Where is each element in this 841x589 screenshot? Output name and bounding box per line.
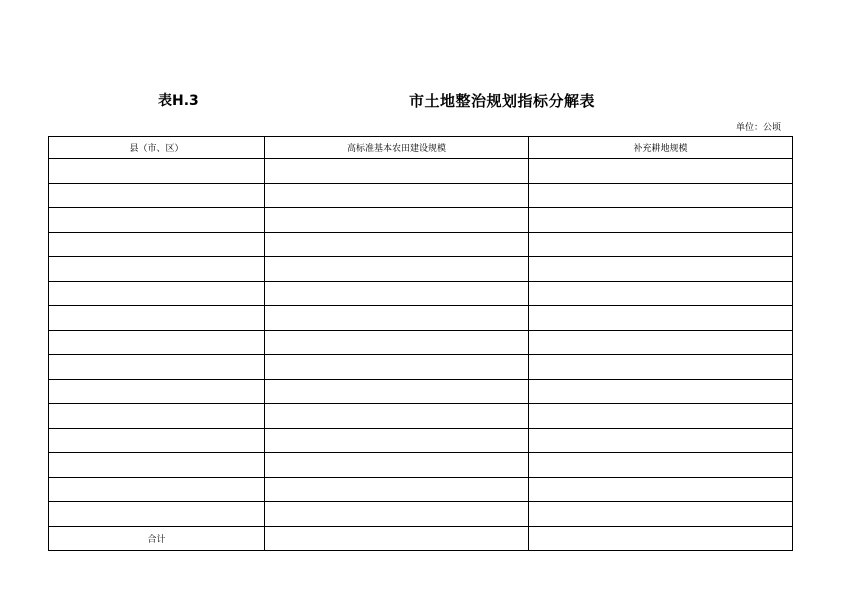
table-row bbox=[49, 477, 793, 502]
table-total-row bbox=[49, 526, 793, 551]
cell-farmland-scale bbox=[265, 379, 529, 404]
cell-county bbox=[49, 502, 265, 527]
page-title: 市土地整治规划指标分解表 bbox=[409, 92, 596, 110]
cell-farmland-scale bbox=[265, 330, 529, 355]
table-row bbox=[49, 208, 793, 233]
cell-supplement-scale bbox=[529, 183, 793, 208]
table-row bbox=[49, 502, 793, 527]
table-number: 表H.3 bbox=[158, 93, 199, 109]
table-row bbox=[49, 257, 793, 282]
cell-county bbox=[49, 306, 265, 331]
cell-farmland-scale bbox=[265, 453, 529, 478]
cell-farmland-scale bbox=[265, 428, 529, 453]
table-row bbox=[49, 355, 793, 380]
cell-county bbox=[49, 404, 265, 429]
cell-supplement-scale bbox=[529, 355, 793, 380]
table-header-row bbox=[49, 137, 793, 159]
total-farmland-scale bbox=[265, 526, 529, 551]
unit-label: 单位：公顷 bbox=[735, 123, 781, 133]
cell-supplement-scale bbox=[529, 502, 793, 527]
table-row bbox=[49, 159, 793, 184]
cell-supplement-scale bbox=[529, 379, 793, 404]
cell-supplement-scale bbox=[529, 306, 793, 331]
cell-supplement-scale bbox=[529, 330, 793, 355]
table-row bbox=[49, 281, 793, 306]
table-row bbox=[49, 428, 793, 453]
cell-supplement-scale bbox=[529, 159, 793, 184]
table-row bbox=[49, 330, 793, 355]
cell-county bbox=[49, 428, 265, 453]
cell-supplement-scale bbox=[529, 477, 793, 502]
cell-supplement-scale bbox=[529, 257, 793, 282]
column-header-county: 县（市、区） bbox=[49, 137, 265, 159]
cell-farmland-scale bbox=[265, 232, 529, 257]
cell-farmland-scale bbox=[265, 404, 529, 429]
cell-county bbox=[49, 477, 265, 502]
cell-county bbox=[49, 183, 265, 208]
cell-county bbox=[49, 330, 265, 355]
cell-supplement-scale bbox=[529, 232, 793, 257]
cell-county bbox=[49, 379, 265, 404]
cell-farmland-scale bbox=[265, 355, 529, 380]
table-row bbox=[49, 379, 793, 404]
column-header-supplement-scale: 补充耕地规模 bbox=[529, 137, 793, 159]
cell-farmland-scale bbox=[265, 159, 529, 184]
cell-farmland-scale bbox=[265, 306, 529, 331]
indicator-table bbox=[48, 136, 793, 551]
cell-farmland-scale bbox=[265, 502, 529, 527]
table-row bbox=[49, 453, 793, 478]
cell-county bbox=[49, 232, 265, 257]
cell-farmland-scale bbox=[265, 257, 529, 282]
table-body bbox=[49, 159, 793, 551]
total-label: 合计 bbox=[49, 526, 265, 551]
cell-county bbox=[49, 257, 265, 282]
cell-supplement-scale bbox=[529, 404, 793, 429]
cell-supplement-scale bbox=[529, 281, 793, 306]
cell-county bbox=[49, 159, 265, 184]
cell-county bbox=[49, 355, 265, 380]
cell-county bbox=[49, 453, 265, 478]
cell-supplement-scale bbox=[529, 453, 793, 478]
table-row bbox=[49, 183, 793, 208]
table-row bbox=[49, 232, 793, 257]
cell-farmland-scale bbox=[265, 183, 529, 208]
cell-farmland-scale bbox=[265, 208, 529, 233]
column-header-farmland-scale: 高标准基本农田建设规模 bbox=[265, 137, 529, 159]
table-row bbox=[49, 404, 793, 429]
cell-farmland-scale bbox=[265, 477, 529, 502]
table-row bbox=[49, 306, 793, 331]
cell-farmland-scale bbox=[265, 281, 529, 306]
cell-county bbox=[49, 208, 265, 233]
cell-supplement-scale bbox=[529, 208, 793, 233]
cell-supplement-scale bbox=[529, 428, 793, 453]
total-supplement-scale bbox=[529, 526, 793, 551]
cell-county bbox=[49, 281, 265, 306]
